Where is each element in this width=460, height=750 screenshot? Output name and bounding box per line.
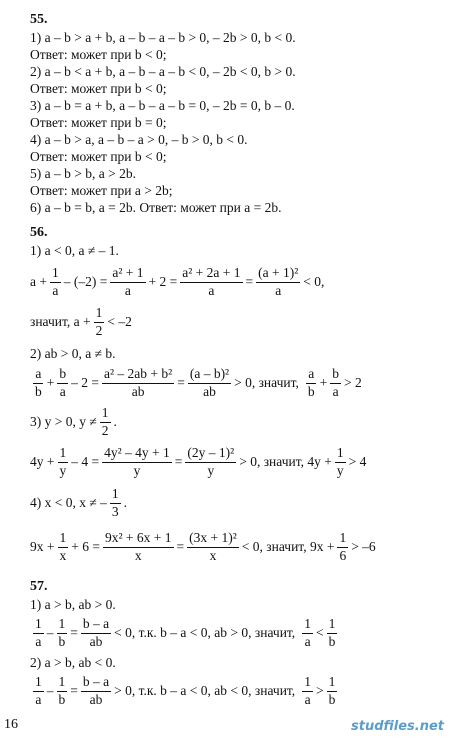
text-line: 2) a – b < a + b, a – b – a – b < 0, – 2b < 0, b > 0. bbox=[30, 64, 296, 79]
text-line: 6) a – b = b, a = 2b. Ответ: может при a = 2b. bbox=[30, 200, 282, 215]
formula-56-1: a + $\frac{1}{a}$ – (–2) = $\frac{\text{a² + 1}}{a}$ + 2 = $\frac{\text{a² + 2a + 1}}{a}$ = $\frac{\text{(a + 1)²}}{a}$ < 0, bbox=[30, 265, 325, 298]
formula-56-2: a b + $\frac{b}{a}$ – 2 = $\frac{\text{a² – 2ab + b²}}{ab}$ = $\frac{\text{(a – b)²}}{ab}$ > 0, значит, a b + $\frac{b}{a}$ > 2 bbox=[35, 366, 362, 399]
page-number: 16 bbox=[4, 717, 18, 732]
condition-line: 1) a > b, ab > 0. bbox=[30, 597, 116, 612]
formula-57-2: 1 a – $\frac{1}{b}$ = $\frac{b - a}{ab}$ > 0, т.к. b – a < 0, ab < 0, значит, 1 a > 1 b bbox=[35, 674, 336, 707]
answer-line: Ответ: может при b < 0; bbox=[30, 81, 167, 96]
answer-line: Ответ: может при a > 2b; bbox=[30, 183, 173, 198]
problem-56-header: 56. bbox=[30, 225, 48, 240]
conclusion-56-1: значит, a + $\frac{1}{2}$ < –2 bbox=[30, 305, 132, 338]
text-line: 1) a – b > a + b, a – b – a – b > 0, – 2b > 0, b < 0. bbox=[30, 30, 296, 45]
text-line: 4) a – b > a, a – b – a > 0, – b > 0, b < 0. bbox=[30, 132, 248, 147]
watermark: studfiles.net bbox=[351, 719, 444, 734]
formula-56-3: 4y + $\frac{1}{y}$ – 4 = $\frac{\text{4y² – 4y + 1}}{y}$ = $\frac{\text{(2y – 1)²}}{y}$ > 0, значит, 4y + $\frac{1}{y}$ > 4 bbox=[30, 445, 367, 478]
formula-56-4: 9x + $\frac{1}{x}$ + 6 = $\frac{\text{9x² + 6x + 1}}{x}$ = $\frac{\text{(3x + 1)²}}{x}$ < 0, значит, 9x + $\frac{1}{6}$ > –6 bbox=[30, 530, 376, 563]
condition-line: 2) a > b, ab < 0. bbox=[30, 655, 116, 670]
answer-line: Ответ: может при b < 0; bbox=[30, 149, 167, 164]
answer-line: Ответ: может при b = 0; bbox=[30, 115, 167, 130]
condition-line: 2) ab > 0, a ≠ b. bbox=[30, 346, 116, 361]
problem-55-header: 55. bbox=[30, 12, 48, 27]
condition-line: 1) a < 0, a ≠ – 1. bbox=[30, 243, 119, 258]
answer-line: Ответ: может при b < 0; bbox=[30, 47, 167, 62]
formula-57-1: 1 a – $\frac{1}{b}$ = $\frac{b - a}{ab}$ < 0, т.к. b – a < 0, ab > 0, значит, 1 a < 1 b bbox=[35, 616, 336, 649]
text-line: 3) a – b = a + b, a – b – a – b = 0, – 2b = 0, b – 0. bbox=[30, 98, 295, 113]
text-line: 5) a – b > b, a > 2b. bbox=[30, 166, 136, 181]
problem-57-header: 57. bbox=[30, 579, 48, 594]
condition-56-3: 3) y > 0, y ≠ 1 2 . bbox=[30, 405, 117, 438]
condition-56-4: 4) x < 0, x ≠ – 1 3 . bbox=[30, 486, 128, 519]
